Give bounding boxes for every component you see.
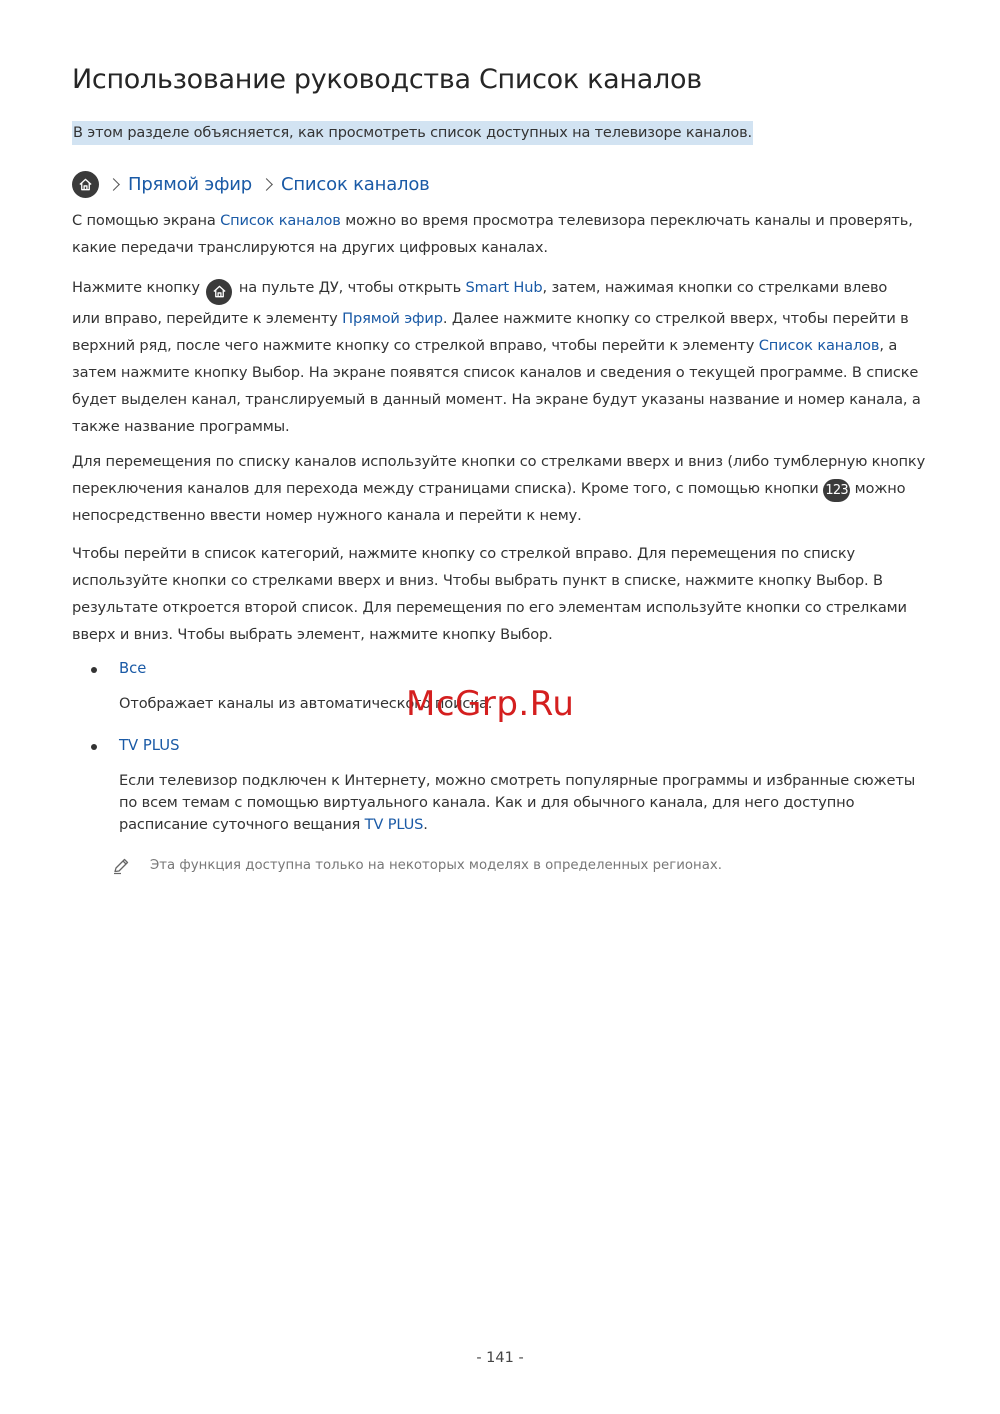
breadcrumb-item-live[interactable]: Прямой эфир: [128, 173, 252, 195]
breadcrumb-item-channel-list[interactable]: Список каналов: [281, 173, 430, 195]
chevron-right-icon: [107, 178, 120, 191]
link-tv-plus[interactable]: TV PLUS: [364, 816, 424, 833]
link-channel-list[interactable]: Список каналов: [220, 212, 341, 229]
paragraph-3: Для перемещения по списку каналов используйте кнопки со стрелками вверх и вниз (либо тумблерную кнопку переключения каналов для перехода между страницами списка). Кроме того, с помощью кнопки 123 можно непосредственно ввести номер нужного канала и перейти к нему.: [72, 453, 926, 524]
watermark: McGrp.Ru: [406, 684, 575, 724]
note-text: Эта функция доступна только на некоторых моделях в определенных регионах.: [150, 858, 722, 873]
home-button-icon: [206, 279, 232, 305]
page-title: Использование руководства Список каналов: [72, 64, 702, 95]
pencil-icon: [112, 857, 130, 875]
number-button-icon: 123: [823, 479, 850, 502]
paragraph-2: Нажмите кнопку на пульте ДУ, чтобы открыть Smart Hub, затем, нажимая кнопки со стрелками влево или вправо, перейдите к элементу Прямой эфир. Далее нажмите кнопку со стрелкой вверх, чтобы перейти в верхний ряд, после чего нажмите кнопку со стрелкой вправо, чтобы перейти к элементу Список каналов, а затем нажмите кнопку Выбор. На экране появятся список каналов и сведения о текущей программе. В списке будет выделен канал, транслируемый в данный момент. На экране будут указаны название и номер канала, а также название программы.: [72, 279, 921, 435]
home-icon: [72, 171, 99, 198]
link-channel-list-2[interactable]: Список каналов: [758, 336, 880, 354]
page-number: - 141 -: [476, 1350, 524, 1366]
chevron-right-icon: [260, 178, 273, 191]
link-smart-hub[interactable]: Smart Hub: [465, 279, 543, 296]
breadcrumb: [72, 170, 430, 198]
paragraph-4: Чтобы перейти в список категорий, нажмите кнопку со стрелкой вправо. Для перемещения по списку используйте кнопки со стрелками вверх и вниз. Чтобы выбрать пункт в списке, нажмите кнопку Выбор. В результате откроется второй список. Для перемещения по его элементам используйте кнопки со стрелками вверх и вниз. Чтобы выбрать элемент, нажмите кнопку Выбор.: [72, 545, 907, 643]
bullet-dot: [91, 744, 97, 750]
paragraph-1: С помощью экрана Список каналов можно во время просмотра телевизора переключать каналы и проверять, какие передачи транслируются на других цифровых каналах.: [72, 212, 913, 256]
bullet-text-tv-plus: Если телевизор подключен к Интернету, можно смотреть популярные программы и избранные сюжеты по всем темам с помощью виртуального канала. Как и для обычного канала, для него доступно расписание суточного вещания TV PLUS.: [119, 772, 916, 833]
bullet-dot: [91, 667, 97, 673]
bullet-text-all: Отображает каналы из автоматического поиска.: [119, 695, 493, 712]
bullet-title-tv-plus: TV PLUS: [119, 737, 180, 754]
link-live-tv[interactable]: Прямой эфир: [342, 309, 443, 327]
intro-text: В этом разделе объясняется, как просмотреть список доступных на телевизоре каналов.: [72, 121, 753, 145]
bullet-title-all: Все: [119, 660, 147, 677]
